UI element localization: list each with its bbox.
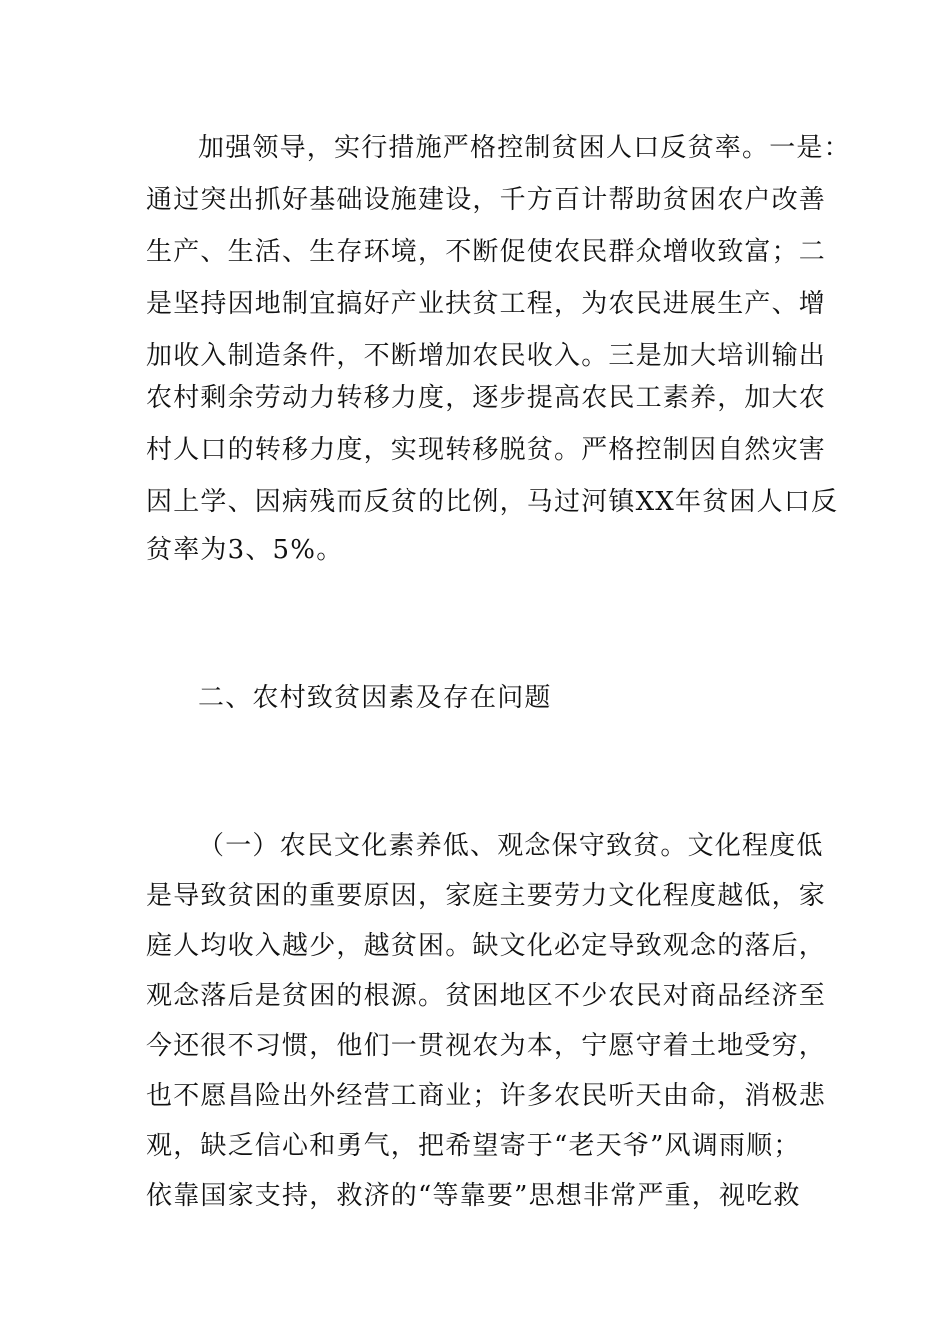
section-heading: 二、农村致贫因素及存在问题 [198, 683, 552, 713]
paragraph-2-line-4: 观念落后是贫困的根源。贫困地区不少农民对商品经济至 [146, 981, 827, 1011]
paragraph-1-line-6: 农村剩余劳动力转移力度，逐步提高农民工素养，加大农 [146, 383, 827, 413]
paragraph-2-line-3: 庭人均收入越少，越贫困。缺文化必定导致观念的落后， [146, 931, 827, 961]
paragraph-2-line-1: （一）农民文化素养低、观念保守致贫。文化程度低 [198, 831, 824, 861]
paragraph-2-line-5: 今还很不习惯，他们一贯视农为本，宁愿守着土地受穷， [146, 1031, 827, 1061]
paragraph-1-line-8: 因上学、因病残而反贫的比例，马过河镇XX年贫困人口反 [146, 487, 839, 517]
paragraph-1-line-9: 贫率为3、5%。 [146, 535, 344, 565]
paragraph-1-line-5: 加收入制造条件，不断增加农民收入。三是加大培训输出 [146, 341, 827, 371]
paragraph-2-line-2: 是导致贫困的重要原因，家庭主要劳力文化程度越低，家 [146, 881, 827, 911]
paragraph-2-line-7: 观，缺乏信心和勇气，把希望寄于“老天爷”风调雨顺； [146, 1131, 801, 1161]
paragraph-2-line-8: 依靠国家支持，救济的“等靠要”思想非常严重，视吃救 [146, 1181, 801, 1211]
paragraph-2-line-6: 也不愿昌险出外经营工商业；许多农民听天由命，消极悲 [146, 1081, 827, 1111]
paragraph-1-line-2: 通过突出抓好基础设施建设，千方百计帮助贫困农户改善 [146, 185, 827, 215]
paragraph-1-line-3: 生产、生活、生存环境，不断促使农民群众增收致富；二 [146, 237, 827, 267]
paragraph-1-line-7: 村人口的转移力度，实现转移脱贫。严格控制因自然灾害 [146, 435, 827, 465]
paragraph-1-line-1: 加强领导，实行措施严格控制贫困人口反贫率。一是： [198, 133, 851, 163]
paragraph-1-line-4: 是坚持因地制宜搞好产业扶贫工程，为农民进展生产、增 [146, 289, 827, 319]
